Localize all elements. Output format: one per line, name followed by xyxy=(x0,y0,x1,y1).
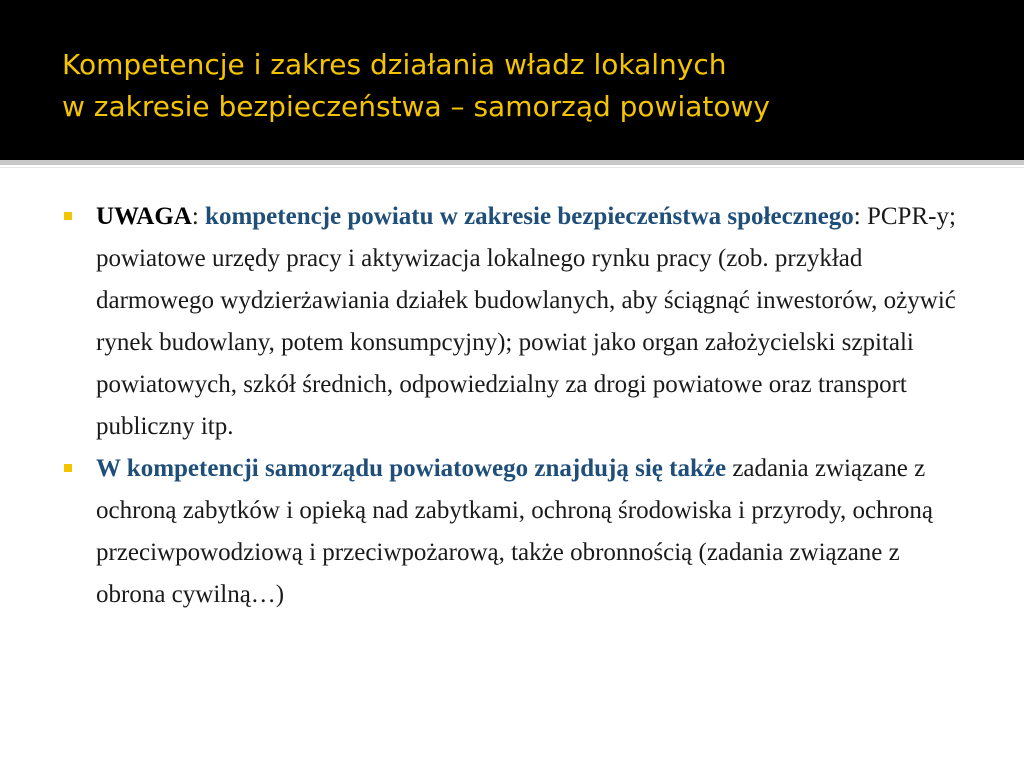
bullet-list xyxy=(62,196,962,616)
square-bullet-icon xyxy=(64,212,72,220)
square-bullet-icon xyxy=(64,464,72,472)
bullet-item-uwaga xyxy=(62,196,962,448)
header-divider xyxy=(0,160,1024,165)
slide-title xyxy=(62,44,770,128)
header-divider-thin xyxy=(0,167,1024,168)
bullet-highlight: W kompetencji samorządu powiatowego znajdują się także xyxy=(96,455,727,482)
bullet-label-separator: : xyxy=(191,203,206,230)
bullet-body-text: zadania związane z ochroną zabytków i opieką nad zabytkami, ochroną środowiska i przyrody, ochroną przeciwpowodziową i przeciwpożarową, także obronnością (zadania związane z obrona cywilną…) xyxy=(96,455,933,608)
bullet-item-kompetencje xyxy=(62,448,962,616)
bullet-highlight: kompetencje powiatu w zakresie bezpieczeństwa społecznego xyxy=(205,203,854,230)
slide-title-line-1: Kompetencje i zakres działania władz lokalnych xyxy=(62,48,727,81)
slide-title-line-2: w zakresie bezpieczeństwa – samorząd powiatowy xyxy=(62,90,770,123)
bullet-label: UWAGA xyxy=(96,203,192,230)
slide-header xyxy=(0,0,1024,160)
bullet-body-text: : PCPR-y; powiatowe urzędy pracy i aktywizacja lokalnego rynku pracy (zob. przykład darmowego wydzierżawiania działek budowlanych, aby ściągnąć inwestorów, ożywić rynek budowlany, potem konsumpcyjny); powiat jako organ założycielski szpitali powiatowych, szkół średnich, odpowiedzialny za drogi powiatowe oraz transport publiczny itp. xyxy=(96,203,956,440)
